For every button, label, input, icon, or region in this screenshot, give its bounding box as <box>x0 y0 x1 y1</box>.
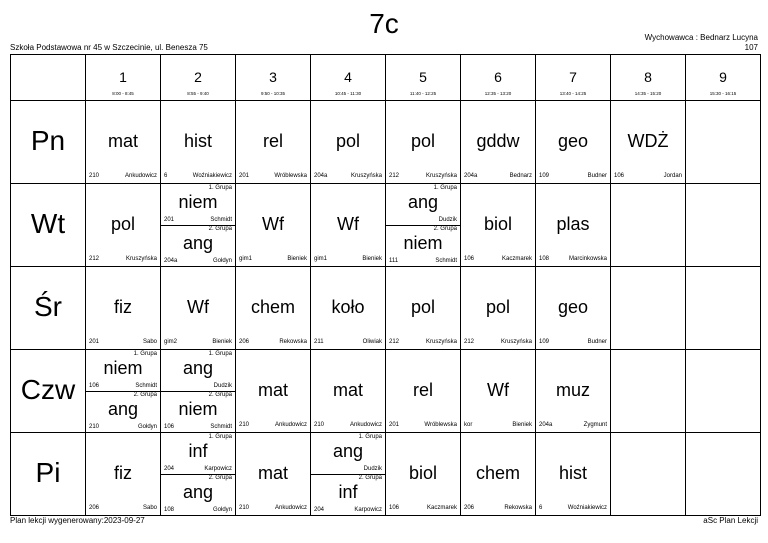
room-number: 212 <box>389 173 400 179</box>
group-lesson[interactable] <box>311 433 385 475</box>
lesson[interactable] <box>236 350 310 432</box>
lesson-cell[interactable] <box>161 101 236 184</box>
subject-name: mat <box>332 380 363 400</box>
lesson[interactable] <box>461 101 535 183</box>
subject-name: muz <box>555 380 590 400</box>
period-time: 8:55 - 9:40 <box>187 91 209 96</box>
lesson-cell[interactable] <box>461 184 536 267</box>
period-header <box>386 55 461 101</box>
teacher-name: Woźniakiewicz <box>192 173 232 179</box>
group-lesson[interactable] <box>386 184 460 226</box>
group-label: 1. Grupa <box>358 434 382 440</box>
teacher-name: Kruszyńska <box>425 173 457 179</box>
lesson[interactable] <box>86 433 160 515</box>
subject-name: chem <box>475 463 520 483</box>
subject-name: mat <box>257 380 288 400</box>
subject-name: niem <box>103 358 143 378</box>
group-label: 2. Grupa <box>133 392 157 398</box>
room-number: 106 <box>614 173 625 179</box>
lesson[interactable] <box>236 433 310 515</box>
period-header <box>311 55 386 101</box>
room-number: 6 <box>164 173 168 179</box>
subject-name: ang <box>407 192 439 212</box>
teacher-name: Zygmunt <box>583 422 607 428</box>
teacher-name: Jordan <box>663 173 682 179</box>
teacher-name: Marcinkowska <box>568 256 607 262</box>
room-number: 210 <box>314 422 325 428</box>
lesson-cell[interactable] <box>536 184 611 267</box>
teacher-name: Kruszyńska <box>425 339 457 345</box>
period-time: 13:40 - 14:25 <box>559 91 587 96</box>
class-teacher-name: Wychowawca : Bednarz Lucyna <box>644 33 758 42</box>
lesson-cell[interactable] <box>161 184 236 267</box>
group-label: 1. Grupa <box>208 434 232 440</box>
teacher-name: Rekowska <box>279 339 307 345</box>
teacher-name: Kaczmarek <box>501 256 532 262</box>
period-header <box>686 55 761 101</box>
room-number: 206 <box>464 505 475 511</box>
group-lesson[interactable] <box>161 433 235 475</box>
period-header <box>86 55 161 101</box>
lesson-cell[interactable] <box>536 433 611 516</box>
lesson-cell[interactable] <box>86 184 161 267</box>
subject-name: plas <box>556 214 590 234</box>
teacher-name: Kruszyńska <box>500 339 532 345</box>
period-time: 9:50 - 10:35 <box>260 91 286 96</box>
day-row <box>11 433 761 516</box>
period-number: 5 <box>419 69 427 85</box>
day-label-cell <box>11 267 86 350</box>
lesson[interactable] <box>386 101 460 183</box>
teacher-name: Sabo <box>142 505 157 511</box>
day-label-cell <box>11 101 86 184</box>
lesson-cell[interactable] <box>311 267 386 350</box>
subject-name: niem <box>403 233 443 253</box>
lesson-cell[interactable] <box>386 433 461 516</box>
teacher-name: Dudzik <box>363 466 382 472</box>
subject-name: mat <box>107 131 138 151</box>
lesson[interactable] <box>161 267 235 349</box>
lesson-cell[interactable] <box>386 184 461 267</box>
room-number: 211 <box>314 339 324 345</box>
group-label: 1. Grupa <box>133 351 157 357</box>
period-time: 10:45 - 11:30 <box>334 91 362 96</box>
room-number: 204a <box>164 258 178 264</box>
room-number: 111 <box>389 258 399 264</box>
subject-name: pol <box>410 131 436 151</box>
subject-name: ang <box>182 358 214 378</box>
subject-name: hist <box>183 131 212 151</box>
room-number: 212 <box>464 339 475 345</box>
subject-name: fiz <box>114 297 132 317</box>
teacher-name: Kruszyńska <box>125 256 157 262</box>
lesson-cell[interactable] <box>86 350 161 433</box>
room-number: 212 <box>89 256 100 262</box>
group-label: 2. Grupa <box>358 475 382 481</box>
class-teacher <box>645 33 758 53</box>
teacher-name: Budner <box>587 173 607 179</box>
subject-name: Wf <box>487 380 509 400</box>
group-label: 2. Grupa <box>208 392 232 398</box>
lesson[interactable] <box>461 350 535 432</box>
lesson-cell <box>686 101 761 184</box>
subject-name: fiz <box>114 463 132 483</box>
subject-name: biol <box>408 463 438 483</box>
lesson-cell[interactable] <box>536 267 611 350</box>
teacher-name: Sabo <box>142 339 157 345</box>
lesson[interactable] <box>536 267 610 349</box>
teacher-name: Wróblewska <box>274 173 307 179</box>
period-number: 6 <box>494 69 502 85</box>
lesson-cell[interactable] <box>311 433 386 516</box>
app-credit: aSc Plan Lekcji <box>703 516 758 525</box>
lesson-cell[interactable] <box>236 101 311 184</box>
day-name: Pi <box>35 457 61 488</box>
teacher-name: Gołdyn <box>212 258 232 264</box>
lesson-cell[interactable] <box>461 350 536 433</box>
lesson-cell[interactable] <box>611 101 686 184</box>
lesson-cell[interactable] <box>386 101 461 184</box>
subject-name: niem <box>178 192 218 212</box>
teacher-name: Ankudowicz <box>274 422 307 428</box>
lesson[interactable] <box>611 101 685 183</box>
lesson[interactable] <box>236 267 310 349</box>
lesson[interactable] <box>536 101 610 183</box>
lesson[interactable] <box>461 267 535 349</box>
day-label-cell <box>11 350 86 433</box>
group-label: 2. Grupa <box>208 226 232 232</box>
lesson[interactable] <box>236 101 310 183</box>
subject-name: pol <box>410 297 436 317</box>
lesson-cell[interactable] <box>386 267 461 350</box>
lesson-cell[interactable] <box>86 267 161 350</box>
group-label: 2. Grupa <box>208 475 232 481</box>
subject-name: rel <box>412 380 433 400</box>
day-name: Czw <box>20 374 76 405</box>
subject-name: koło <box>331 297 365 317</box>
teacher-name: Bieniek <box>512 422 532 428</box>
room-number: 108 <box>164 507 175 513</box>
room-number: 106 <box>164 424 175 430</box>
teacher-name: Gołdyn <box>212 507 232 513</box>
teacher-name: Dudzik <box>213 383 232 389</box>
lesson[interactable] <box>536 433 610 515</box>
lesson-cell[interactable] <box>536 350 611 433</box>
lesson[interactable] <box>86 184 160 266</box>
lesson-cell[interactable] <box>86 433 161 516</box>
room-number: 106 <box>389 505 400 511</box>
day-name: Wt <box>30 208 66 239</box>
subject-name: niem <box>178 399 218 419</box>
day-label-cell <box>11 184 86 267</box>
timetable-body <box>11 101 761 516</box>
lesson-cell <box>686 350 761 433</box>
subject-name: pol <box>335 131 361 151</box>
lesson-cell[interactable] <box>161 267 236 350</box>
subject-name: inf <box>188 441 208 461</box>
group-lesson[interactable] <box>161 391 235 432</box>
teacher-name: Ankudowicz <box>124 173 157 179</box>
group-lesson[interactable] <box>161 225 235 266</box>
subject-name: gddw <box>476 131 520 151</box>
group-lesson[interactable] <box>86 391 160 432</box>
room-number: 206 <box>89 505 100 511</box>
group-label: 1. Grupa <box>433 185 457 191</box>
room-number: 108 <box>539 256 550 262</box>
subject-name: geo <box>557 131 589 151</box>
lesson-cell[interactable] <box>461 267 536 350</box>
teacher-name: Schmidt <box>435 258 457 264</box>
teacher-name: Ankudowicz <box>349 422 382 428</box>
lesson[interactable] <box>461 433 535 515</box>
room-number: 201 <box>239 173 250 179</box>
lesson-cell <box>611 350 686 433</box>
room-number: kor <box>464 422 473 428</box>
lesson-cell[interactable] <box>161 433 236 516</box>
subject-name: biol <box>483 214 513 234</box>
school-name: Szkoła Podstawowa nr 45 w Szczecinie, ul. Benesza 75 <box>10 43 208 52</box>
lesson-cell <box>686 184 761 267</box>
room-number: gim1 <box>314 256 328 262</box>
day-label-cell <box>11 433 86 516</box>
subject-name: pol <box>110 214 136 234</box>
subject-name: Wf <box>262 214 284 234</box>
day-row <box>11 350 761 433</box>
lesson[interactable] <box>311 101 385 183</box>
subject-name: mat <box>257 463 288 483</box>
period-time: 8:00 - 8:45 <box>112 91 134 96</box>
teacher-name: Bieniek <box>287 256 307 262</box>
room-number: 109 <box>539 173 550 179</box>
group-lesson[interactable] <box>386 225 460 266</box>
period-number: 4 <box>344 69 352 85</box>
period-time: 12:35 - 13:20 <box>484 91 512 96</box>
lesson-cell <box>686 267 761 350</box>
room-number: 204a <box>314 173 328 179</box>
day-name: Pn <box>30 125 66 156</box>
teacher-name: Kaczmarek <box>426 505 457 511</box>
period-number: 8 <box>644 69 652 85</box>
subject-name: Wf <box>337 214 359 234</box>
teacher-name: Schmidt <box>210 217 232 223</box>
lesson-cell[interactable] <box>236 184 311 267</box>
period-number: 7 <box>569 69 577 85</box>
subject-name: WDŻ <box>627 131 669 151</box>
lesson[interactable] <box>86 101 160 183</box>
teacher-name: Gołdyn <box>137 424 157 430</box>
period-number: 3 <box>269 69 277 85</box>
teacher-name: Karpowicz <box>204 466 232 472</box>
teacher-name: Oliwiak <box>362 339 382 345</box>
class-room: 107 <box>744 43 758 52</box>
lesson-cell[interactable] <box>161 350 236 433</box>
room-number: gim1 <box>239 256 253 262</box>
subject-name: Wf <box>187 297 209 317</box>
lesson-cell[interactable] <box>461 433 536 516</box>
lesson-cell[interactable] <box>236 433 311 516</box>
lesson[interactable] <box>461 184 535 266</box>
room-number: 210 <box>239 422 250 428</box>
group-lesson[interactable] <box>86 350 160 392</box>
lesson[interactable] <box>311 184 385 266</box>
teacher-name: Budner <box>587 339 607 345</box>
room-number: 204 <box>314 507 325 513</box>
subject-name: hist <box>558 463 587 483</box>
subject-name: ang <box>107 399 139 419</box>
teacher-name: Dudzik <box>438 217 457 223</box>
room-number: 106 <box>464 256 475 262</box>
period-time: 11:40 - 12:25 <box>409 91 437 96</box>
room-number: 206 <box>239 339 250 345</box>
teacher-name: Karpowicz <box>354 507 382 513</box>
subject-name: ang <box>182 233 214 253</box>
lesson[interactable] <box>311 267 385 349</box>
day-name: Śr <box>34 291 62 322</box>
room-number: gim2 <box>164 339 178 345</box>
period-number: 1 <box>119 69 127 85</box>
room-number: 210 <box>239 505 250 511</box>
group-lesson[interactable] <box>161 474 235 515</box>
teacher-name: Kruszyńska <box>350 173 382 179</box>
group-label: 1. Grupa <box>208 185 232 191</box>
lesson-cell <box>686 433 761 516</box>
day-row <box>11 267 761 350</box>
lesson-cell[interactable] <box>311 184 386 267</box>
lesson-cell[interactable] <box>236 350 311 433</box>
teacher-name: Schmidt <box>135 383 157 389</box>
lesson-cell[interactable] <box>86 101 161 184</box>
room-number: 212 <box>389 339 400 345</box>
lesson-cell <box>611 267 686 350</box>
teacher-name: Ankudowicz <box>274 505 307 511</box>
lesson[interactable] <box>386 267 460 349</box>
lesson[interactable] <box>536 350 610 432</box>
room-number: 201 <box>164 217 175 223</box>
lesson[interactable] <box>536 184 610 266</box>
lesson-cell <box>611 184 686 267</box>
room-number: 210 <box>89 173 100 179</box>
period-header <box>461 55 536 101</box>
group-lesson[interactable] <box>311 474 385 515</box>
group-label: 1. Grupa <box>208 351 232 357</box>
subject-name: chem <box>250 297 295 317</box>
period-time: 14:35 - 15:20 <box>634 91 662 96</box>
timetable-grid <box>10 54 761 516</box>
lesson-cell[interactable] <box>461 101 536 184</box>
room-number: 201 <box>89 339 100 345</box>
subject-name: geo <box>557 297 589 317</box>
room-number: 204 <box>164 466 175 472</box>
lesson-cell[interactable] <box>311 350 386 433</box>
lesson[interactable] <box>161 101 235 183</box>
subject-name: ang <box>332 441 364 461</box>
period-header <box>236 55 311 101</box>
lesson[interactable] <box>311 350 385 432</box>
period-header <box>611 55 686 101</box>
teacher-name: Bieniek <box>362 256 382 262</box>
lesson-cell[interactable] <box>311 101 386 184</box>
group-lesson[interactable] <box>161 350 235 392</box>
period-header-row <box>11 55 761 101</box>
room-number: 204a <box>539 422 553 428</box>
period-number: 9 <box>719 69 727 85</box>
room-number: 210 <box>89 424 100 430</box>
period-number: 2 <box>194 69 202 85</box>
lesson[interactable] <box>386 433 460 515</box>
corner-cell <box>11 55 86 101</box>
room-number: 204a <box>464 173 478 179</box>
teacher-name: Schmidt <box>210 424 232 430</box>
subject-name: rel <box>262 131 283 151</box>
teacher-name: Wróblewska <box>424 422 457 428</box>
subject-name: ang <box>182 482 214 502</box>
group-lesson[interactable] <box>161 184 235 226</box>
lesson-cell[interactable] <box>236 267 311 350</box>
day-row <box>11 101 761 184</box>
group-label: 2. Grupa <box>433 226 457 232</box>
teacher-name: Bednarz <box>509 173 532 179</box>
period-header <box>536 55 611 101</box>
page-title: 7c <box>369 8 399 39</box>
subject-name: pol <box>485 297 511 317</box>
lesson[interactable] <box>86 267 160 349</box>
period-header <box>161 55 236 101</box>
lesson-cell <box>611 433 686 516</box>
period-time: 15:30 - 16:15 <box>709 91 737 96</box>
subject-name: inf <box>338 482 358 502</box>
lesson-cell[interactable] <box>536 101 611 184</box>
generated-date: Plan lekcji wygenerowany:2023-09-27 <box>10 516 145 525</box>
room-number: 109 <box>539 339 550 345</box>
room-number: 106 <box>89 383 100 389</box>
lesson[interactable] <box>386 350 460 432</box>
room-number: 201 <box>389 422 400 428</box>
teacher-name: Woźniakiewicz <box>567 505 607 511</box>
teacher-name: Rekowska <box>504 505 532 511</box>
lesson-cell[interactable] <box>386 350 461 433</box>
lesson[interactable] <box>236 184 310 266</box>
room-number: 6 <box>539 505 543 511</box>
teacher-name: Bieniek <box>212 339 232 345</box>
day-row <box>11 184 761 267</box>
